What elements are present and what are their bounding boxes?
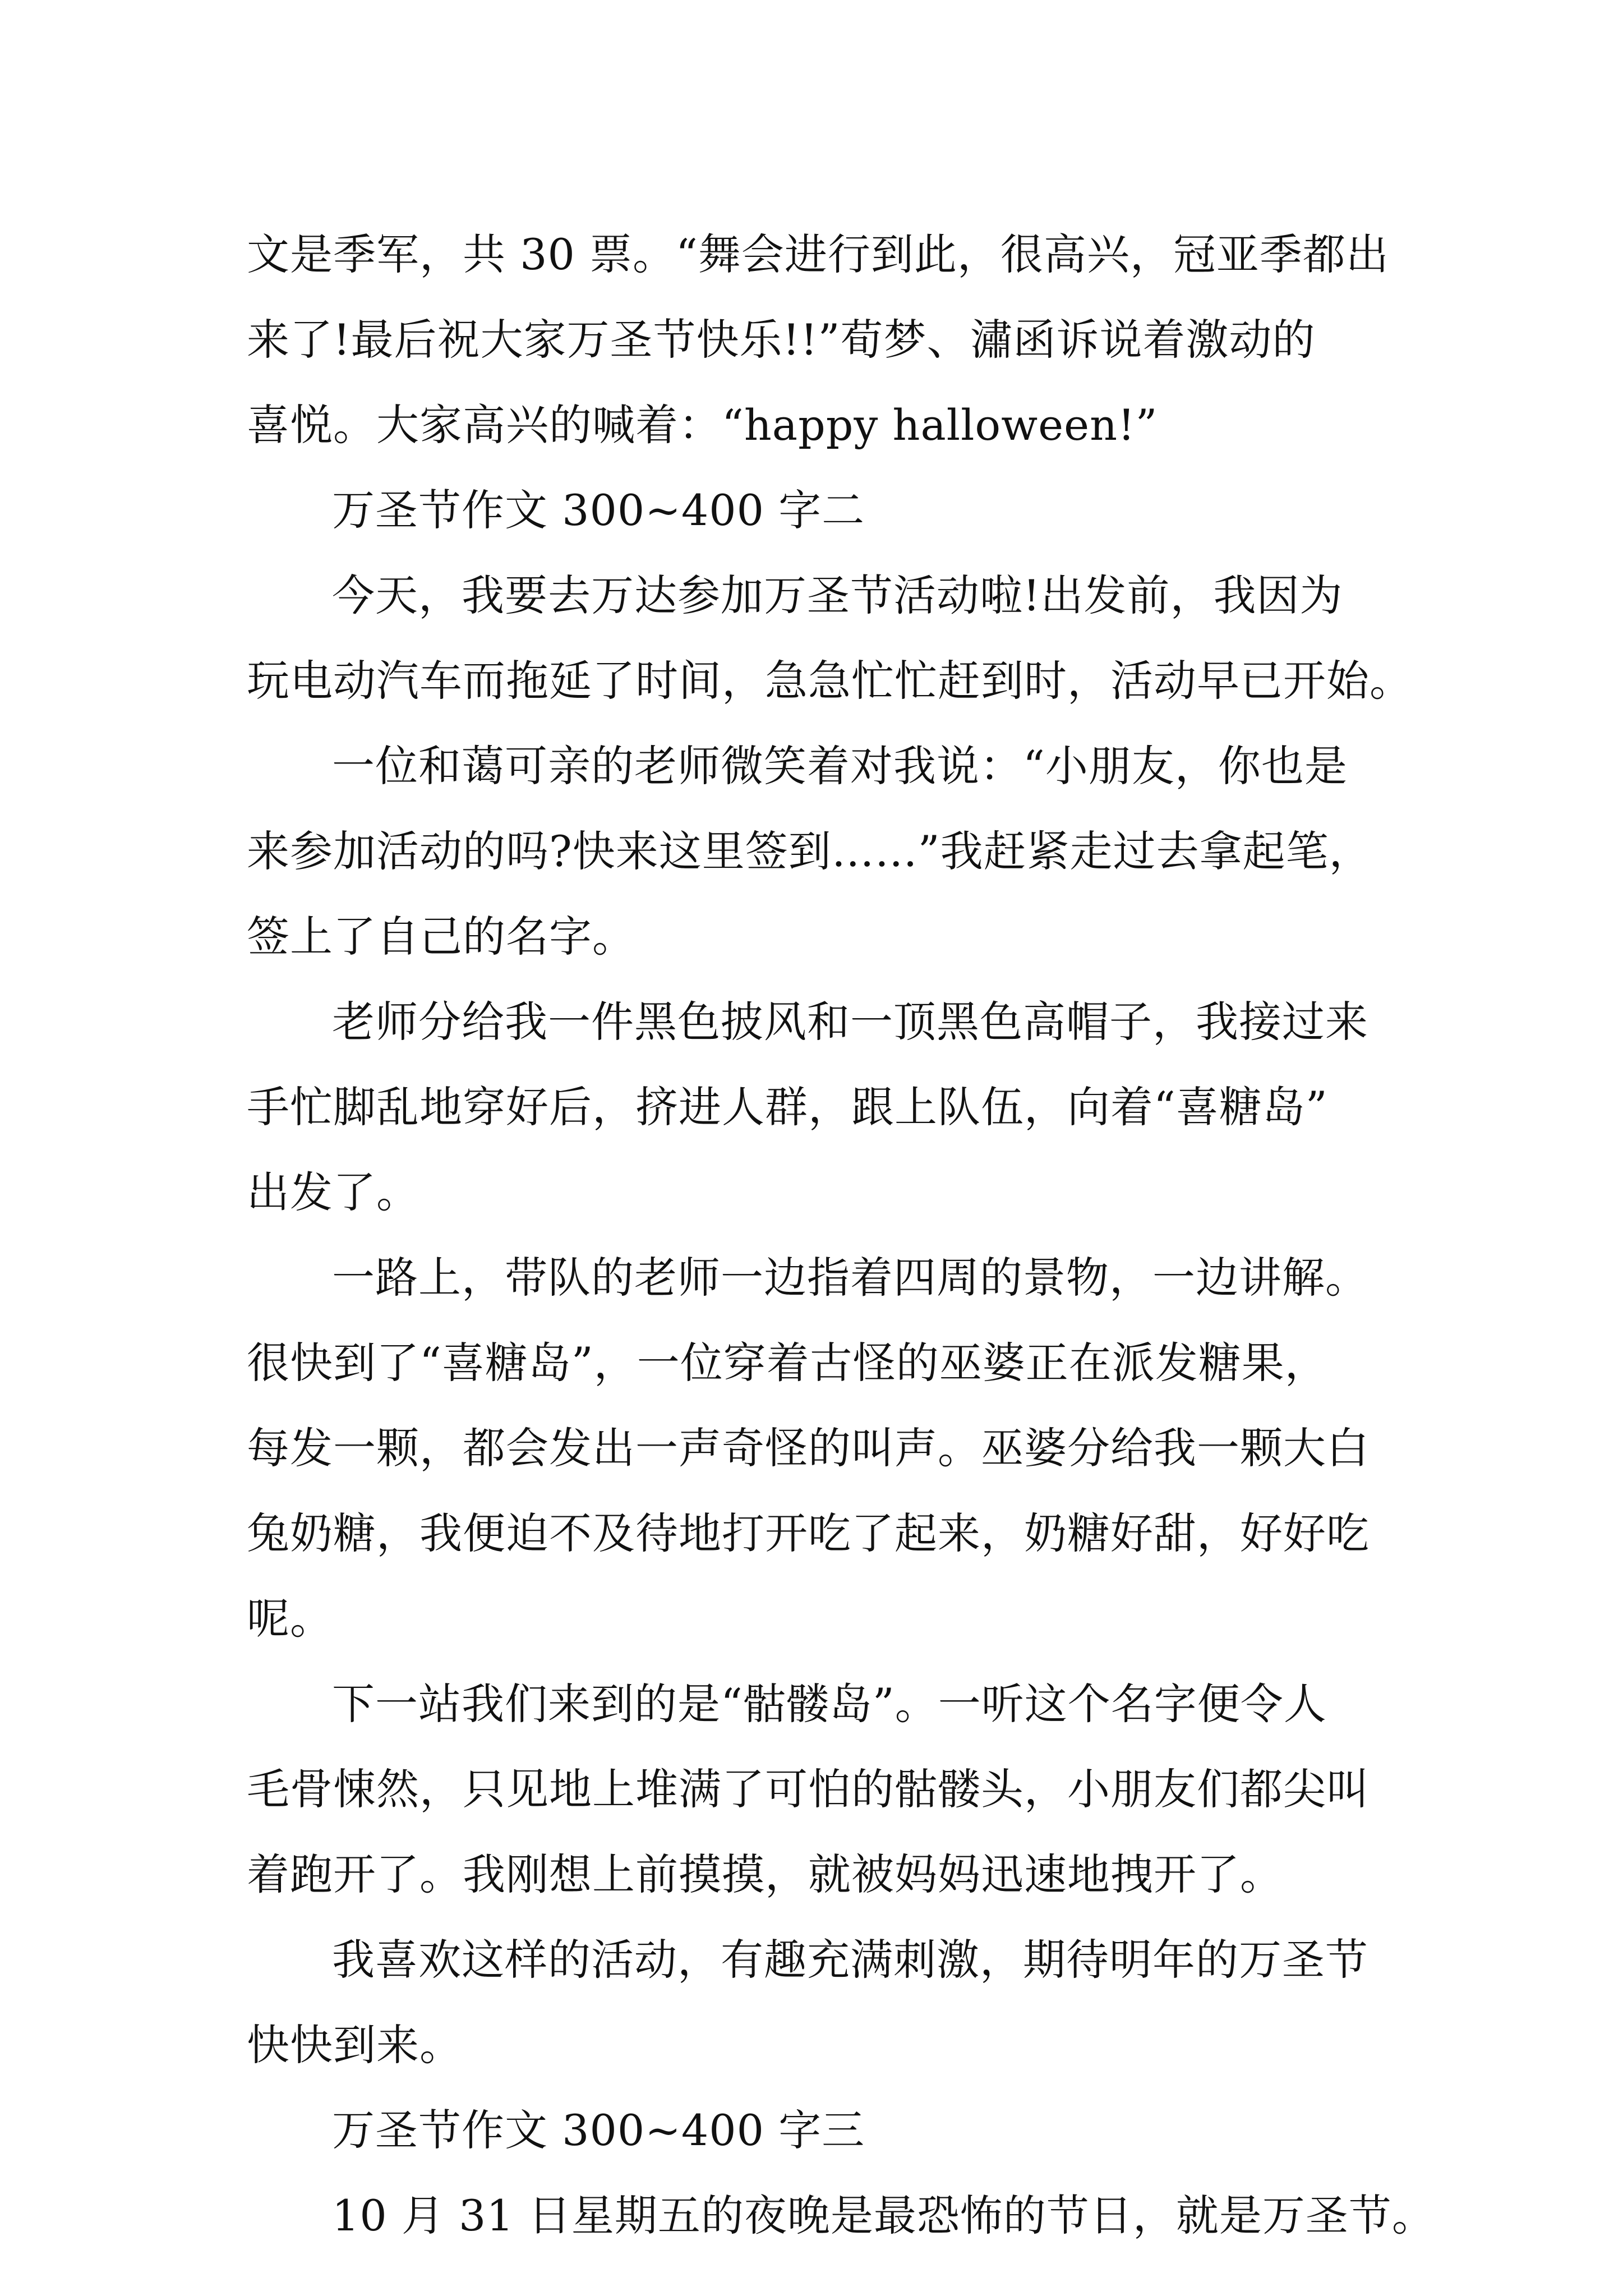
- text-line: 呢。: [247, 1594, 333, 1644]
- text-line: 玩电动汽车而拖延了时间，急急忙忙赶到时，活动早已开始。: [247, 656, 1413, 706]
- text-line: 签上了自己的名字。: [247, 912, 635, 961]
- text-line: 手忙脚乱地穿好后，挤进人群，跟上队伍，向着“喜糖岛”: [247, 1082, 1328, 1132]
- text-line: 文是季军，共 30 票。“舞会进行到此，很高兴，冠亚季都出: [247, 229, 1389, 279]
- section-heading: 万圣节作文 300~400 字三: [332, 2105, 865, 2155]
- text-line: 我喜欢这样的活动，有趣充满刺激，期待明年的万圣节: [332, 1935, 1368, 1985]
- text-line: 很快到了“喜糖岛”，一位穿着古怪的巫婆正在派发糖果，: [247, 1338, 1328, 1388]
- section-heading: 万圣节作文 300~400 字二: [332, 485, 865, 535]
- essay-body: [247, 212, 1435, 2258]
- text-line: 一路上，带队的老师一边指着四周的景物，一边讲解。: [332, 1253, 1368, 1303]
- text-line: 来了!最后祝大家万圣节快乐!!”荀梦、潚函诉说着激动的: [247, 315, 1316, 365]
- text-line: 着跑开了。我刚想上前摸摸，就被妈妈迅速地拽开了。: [247, 1849, 1283, 1899]
- text-line: 来参加活动的吗?快来这里签到……”我赶紧走过去拿起笔，: [247, 826, 1372, 876]
- text-line: 下一站我们来到的是“骷髅岛”。一听这个名字便令人: [332, 1679, 1327, 1729]
- text-line: 出发了。: [247, 1167, 419, 1217]
- text-line: 喜悦。大家高兴的喊着：“happy halloween!”: [247, 400, 1158, 450]
- text-line: 老师分给我一件黑色披风和一顶黑色高帽子，我接过来: [332, 997, 1368, 1047]
- text-line: 毛骨悚然，只见地上堆满了可怕的骷髅头，小朋友们都尖叫: [247, 1764, 1370, 1814]
- text-line: 今天，我要去万达参加万圣节活动啦!出发前，我因为: [332, 570, 1343, 620]
- text-line: 一位和蔼可亲的老师微笑着对我说：“小朋友，你也是: [332, 741, 1348, 791]
- text-line: 快快到来。: [247, 2020, 463, 2070]
- text-line: 10 月 31 日星期五的夜晚是最恐怖的节日，就是万圣节。: [332, 2191, 1435, 2240]
- text-line: 兔奶糖，我便迫不及待地打开吃了起来，奶糖好甜，好好吃: [247, 1508, 1370, 1558]
- text-line: 每发一颗，都会发出一声奇怪的叫声。巫婆分给我一颗大白: [247, 1423, 1370, 1473]
